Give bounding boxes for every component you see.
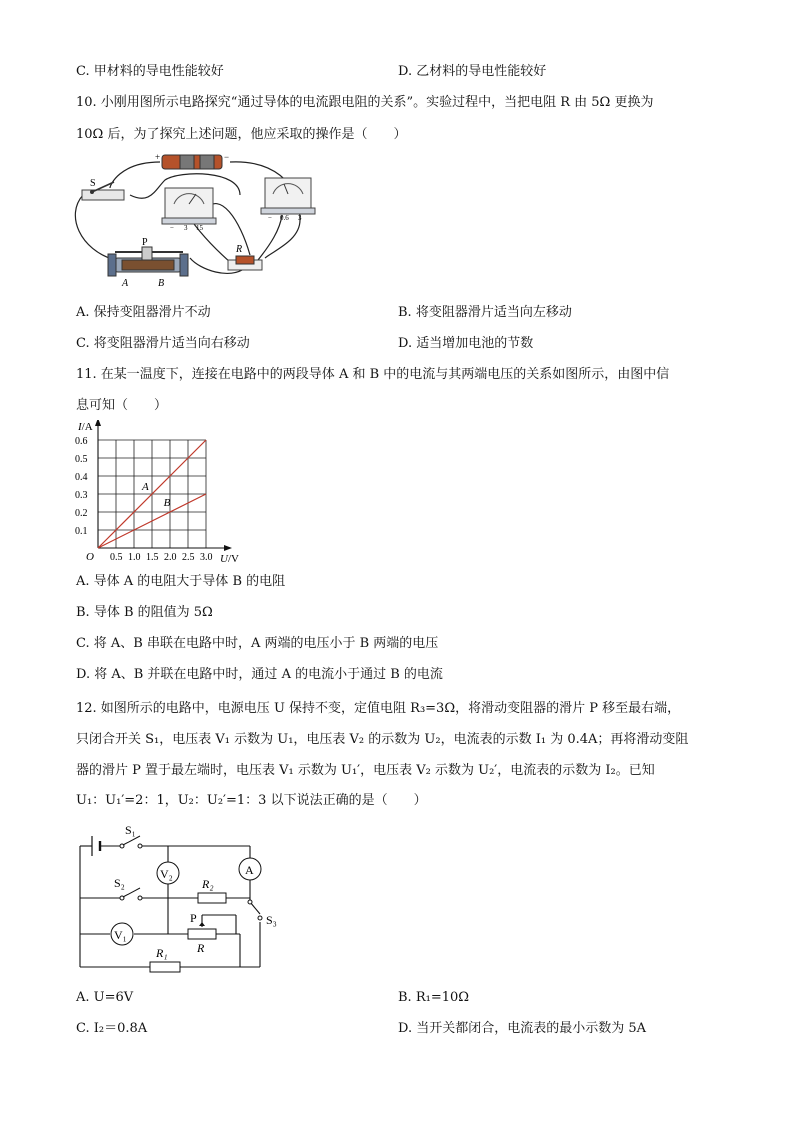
rheostat-icon [108,247,188,276]
battery-minus-label: − [224,152,230,162]
x-tick-label: 3.0 [200,552,213,563]
series-label-a: A [142,481,149,493]
y-tick-label: 0.6 [75,436,88,447]
switch-s3-label: S₃ [266,913,277,927]
ammeter-tick-06: 0.6 [280,214,289,222]
ammeter-tick-neg: − [268,214,272,222]
y-axis-label: I/A [78,421,93,433]
switch-icon [82,182,124,200]
switch-s1-label: S₁ [125,823,136,837]
q10-stem-line2: 10Ω 后，为了探究上述问题，他应采取的操作是（ ） [76,127,407,142]
voltmeter-icon [162,188,216,224]
battery-icon [162,155,222,169]
y-tick-label: 0.5 [75,454,88,465]
series-label-b: B [163,497,171,510]
q10-option-b: B. 将变阻器滑片适当向左移动 [398,305,572,320]
switch-s2-label: S₂ [114,876,125,890]
voltmeter-v1-label: V₁ [114,928,127,942]
q11-iv-chart [70,420,260,565]
q12-option-a: A. U=6V [76,990,134,1005]
q12-option-c: C. I₂＝0.8A [76,1021,148,1036]
voltmeter-v2-label: V₂ [160,867,173,881]
slider-p-label: P [190,911,197,925]
q12-stem-line3: 器的滑片 P 置于最左端时，电压表 V₁ 示数为 U₁′，电压表 V₂ 示数为 U₂′，电流表的示数为 I₂。已知 [76,763,655,778]
battery-plus-label: + [155,152,161,162]
terminal-label-a: A [122,278,129,289]
slider-arrow-icon [199,922,205,926]
x-tick-label: 0.5 [110,552,123,563]
x-tick-label: 2.0 [164,552,177,563]
x-tick-label: 1.5 [146,552,159,563]
q12-option-d: D. 当开关都闭合，电流表的最小示数为 5A [398,1021,647,1036]
y-tick-label: 0.1 [75,526,88,537]
q12-stem-line2: 只闭合开关 S₁，电压表 V₁ 示数为 U₁，电压表 V₂ 的示数为 U₂，电流表的示数 I₁ 为 0.4A；再将滑动变阻 [76,732,689,747]
q11-stem-line2: 息可知（ ） [76,398,168,413]
switch-s3-icon [248,900,262,920]
q11-option-a: A. 导体 A 的电阻大于导体 B 的电阻 [76,574,286,589]
q12-stem-line4: U₁：U₁′=2：1，U₂：U₂′=1：3 以下说法正确的是（ ） [76,793,427,808]
q11-option-d: D. 将 A、B 并联在电路中时，通过 A 的电流小于通过 B 的电流 [76,667,443,682]
resistor-label-r: R [236,244,243,255]
q11-stem-line1: 11. 在某一温度下，连接在电路中的两段导体 A 和 B 中的电流与其两端电压的关系如图所示，由图中信 [76,367,670,382]
q12-option-b: B. R₁=10Ω [398,990,470,1005]
q9-option-c: C. 甲材料的导电性能较好 [76,64,224,79]
origin-label: O [86,551,94,563]
q11-option-b: B. 导体 B 的阻值为 5Ω [76,605,213,620]
q12-stem-line1: 12. 如图所示的电路中，电源电压 U 保持不变，定值电阻 R₃=3Ω，将滑动变阻器的滑片 P 移至最右端， [76,701,681,716]
ammeter-icon [261,178,315,214]
q10-option-c: C. 将变阻器滑片适当向右移动 [76,336,250,351]
slider-label-p: P [142,237,148,248]
rheostat-r-label: R [197,941,205,955]
switch-label: S [90,178,96,189]
q12-circuit-diagram [70,822,290,974]
y-axis-arrow-icon [95,420,101,426]
resistor-icon [228,256,262,270]
y-tick-label: 0.4 [75,472,88,483]
voltmeter-tick-15: 15 [196,224,203,232]
resistor-r1-label: R₁ [156,946,168,960]
x-axis-arrow-icon [224,545,232,551]
voltmeter-tick-3: 3 [184,224,188,232]
terminal-label-b: B [158,278,165,289]
q9-option-d: D. 乙材料的导电性能较好 [398,64,547,79]
x-tick-label: 2.5 [182,552,195,563]
x-tick-label: 1.0 [128,552,141,563]
resistor-r2-label: R₂ [202,877,214,891]
switch-s1-icon [120,836,142,848]
ammeter-label: A [245,863,254,877]
x-axis-label: U/V [220,553,239,565]
q10-option-a: A. 保持变阻器滑片不动 [76,305,211,320]
ammeter-tick-3: 3 [298,214,302,222]
y-tick-label: 0.3 [75,490,88,501]
resistor-r1-icon [150,962,180,972]
rheostat-r-icon [188,929,216,939]
q10-stem-line1: 10. 小刚用图所示电路探究“通过导体的电流跟电阻的关系”。实验过程中，当把电阻 R 由 5Ω 更换为 [76,95,654,110]
resistor-r2-icon [198,893,226,903]
voltmeter-tick-neg: − [170,224,174,232]
q10-circuit-figure [70,150,320,295]
y-tick-label: 0.2 [75,508,88,519]
q10-option-d: D. 适当增加电池的节数 [398,336,534,351]
q11-option-c: C. 将 A、B 串联在电路中时，A 两端的电压小于 B 两端的电压 [76,636,439,651]
